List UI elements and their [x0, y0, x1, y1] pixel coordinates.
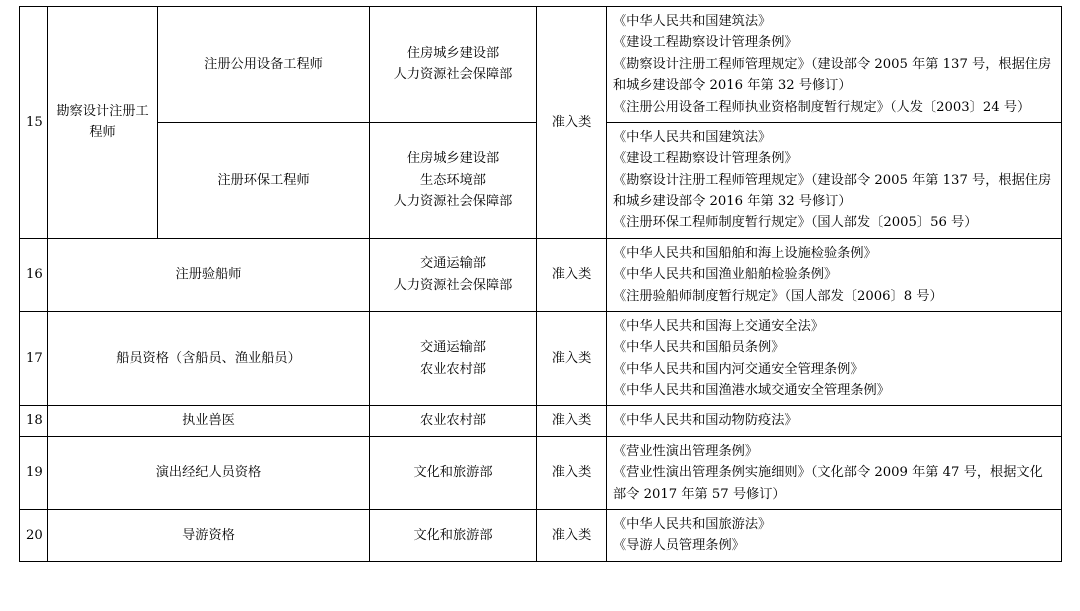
legal-basis-item: 《导游人员管理条例》 [613, 538, 745, 554]
department-line: 人力资源社会保障部 [393, 277, 513, 293]
department-line: 文化和旅游部 [413, 465, 493, 481]
legal-basis-item: 《建设工程勘察设计管理条例》 [613, 35, 798, 51]
certificate-name: 导游资格 [48, 509, 370, 561]
legal-basis-item: 《中华人民共和国内河交通安全管理条例》 [613, 361, 864, 377]
legal-basis-list [607, 436, 1062, 509]
authority-departments [370, 7, 537, 123]
table-row [20, 509, 1062, 561]
certificate-name: 注册环保工程师 [158, 122, 370, 238]
department-line: 交通运输部 [420, 256, 486, 272]
legal-basis-item: 《中华人民共和国旅游法》 [613, 516, 772, 532]
table-row [20, 311, 1062, 406]
certificate-name: 演出经纪人员资格 [48, 436, 370, 509]
authority-departments [370, 436, 537, 509]
row-number: 15 [20, 7, 48, 239]
qualification-type: 准入类 [537, 406, 607, 436]
legal-basis-item: 《注册公用设备工程师执业资格制度暂行规定》（人发〔2003〕24 号） [613, 99, 1031, 115]
department-line: 农业农村部 [420, 413, 486, 429]
table-row [20, 436, 1062, 509]
legal-basis-item: 《建设工程勘察设计管理条例》 [613, 151, 798, 167]
professional-qualification-table [19, 6, 1062, 562]
qualification-type: 准入类 [537, 436, 607, 509]
row-number: 16 [20, 238, 48, 311]
department-line: 文化和旅游部 [413, 527, 493, 543]
qualification-type: 准入类 [537, 238, 607, 311]
table-row [20, 7, 1062, 123]
legal-basis-item: 《注册环保工程师制度暂行规定》（国人部发〔2005〕56 号） [613, 215, 978, 231]
qualification-type: 准入类 [537, 311, 607, 406]
department-line: 交通运输部 [420, 340, 486, 356]
certificate-name: 执业兽医 [48, 406, 370, 436]
legal-basis-item: 《中华人民共和国海上交通安全法》 [613, 318, 824, 334]
table-row [20, 406, 1062, 436]
legal-basis-item: 《勘察设计注册工程师管理规定》（建设部令 2005 年第 137 号，根据住房和城乡建设部令 2016 年第 32 号修订） [613, 172, 1052, 209]
department-line: 人力资源社会保障部 [393, 194, 513, 209]
qualification-type: 准入类 [537, 7, 607, 239]
legal-basis-item: 《中华人民共和国动物防疫法》 [613, 413, 798, 429]
department-line: 人力资源社会保障部 [393, 67, 513, 83]
authority-departments [370, 509, 537, 561]
department-line: 住房城乡建设部 [406, 46, 500, 62]
legal-basis-item: 《营业性演出管理条例》 [613, 443, 759, 459]
legal-basis-item: 《中华人民共和国船舶和海上设施检验条例》 [613, 245, 877, 261]
department-line: 住房城乡建设部 [406, 151, 500, 167]
legal-basis-item: 《注册验船师制度暂行规定》（国人部发〔2006〕8 号） [613, 288, 943, 304]
legal-basis-list [607, 7, 1062, 123]
department-line: 生态环境部 [420, 172, 486, 188]
qualification-type: 准入类 [537, 509, 607, 561]
department-line: 农业农村部 [420, 361, 486, 377]
certificate-name: 注册公用设备工程师 [158, 7, 370, 123]
legal-basis-list [607, 238, 1062, 311]
legal-basis-item: 《勘察设计注册工程师管理规定》（建设部令 2005 年第 137 号，根据住房和城乡建设部令 2016 年第 32 号修订） [613, 56, 1052, 94]
authority-departments [370, 311, 537, 406]
row-number: 17 [20, 311, 48, 406]
row-number: 20 [20, 509, 48, 561]
legal-basis-list [607, 122, 1062, 238]
authority-departments [370, 406, 537, 436]
legal-basis-item: 《中华人民共和国建筑法》 [613, 14, 772, 29]
authority-departments [370, 122, 537, 238]
legal-basis-item: 《中华人民共和国建筑法》 [613, 129, 772, 145]
certificate-name: 船员资格（含船员、渔业船员） [48, 311, 370, 406]
legal-basis-list [607, 406, 1062, 436]
legal-basis-item: 《中华人民共和国船员条例》 [613, 340, 785, 356]
certificate-name: 注册验船师 [48, 238, 370, 311]
authority-departments [370, 238, 537, 311]
table-row [20, 238, 1062, 311]
legal-basis-item: 《中华人民共和国渔业船舶检验条例》 [613, 267, 838, 283]
row-number: 19 [20, 436, 48, 509]
legal-basis-list [607, 311, 1062, 406]
legal-basis-item: 《中华人民共和国渔港水域交通安全管理条例》 [613, 383, 890, 398]
row-number: 18 [20, 406, 48, 436]
legal-basis-list [607, 509, 1062, 561]
qualification-group-name: 勘察设计注册工程师 [48, 7, 158, 239]
legal-basis-item: 《营业性演出管理条例实施细则》（文化部令 2009 年第 47 号，根据文化部令 2017 年第 57 号修订） [613, 465, 1043, 502]
